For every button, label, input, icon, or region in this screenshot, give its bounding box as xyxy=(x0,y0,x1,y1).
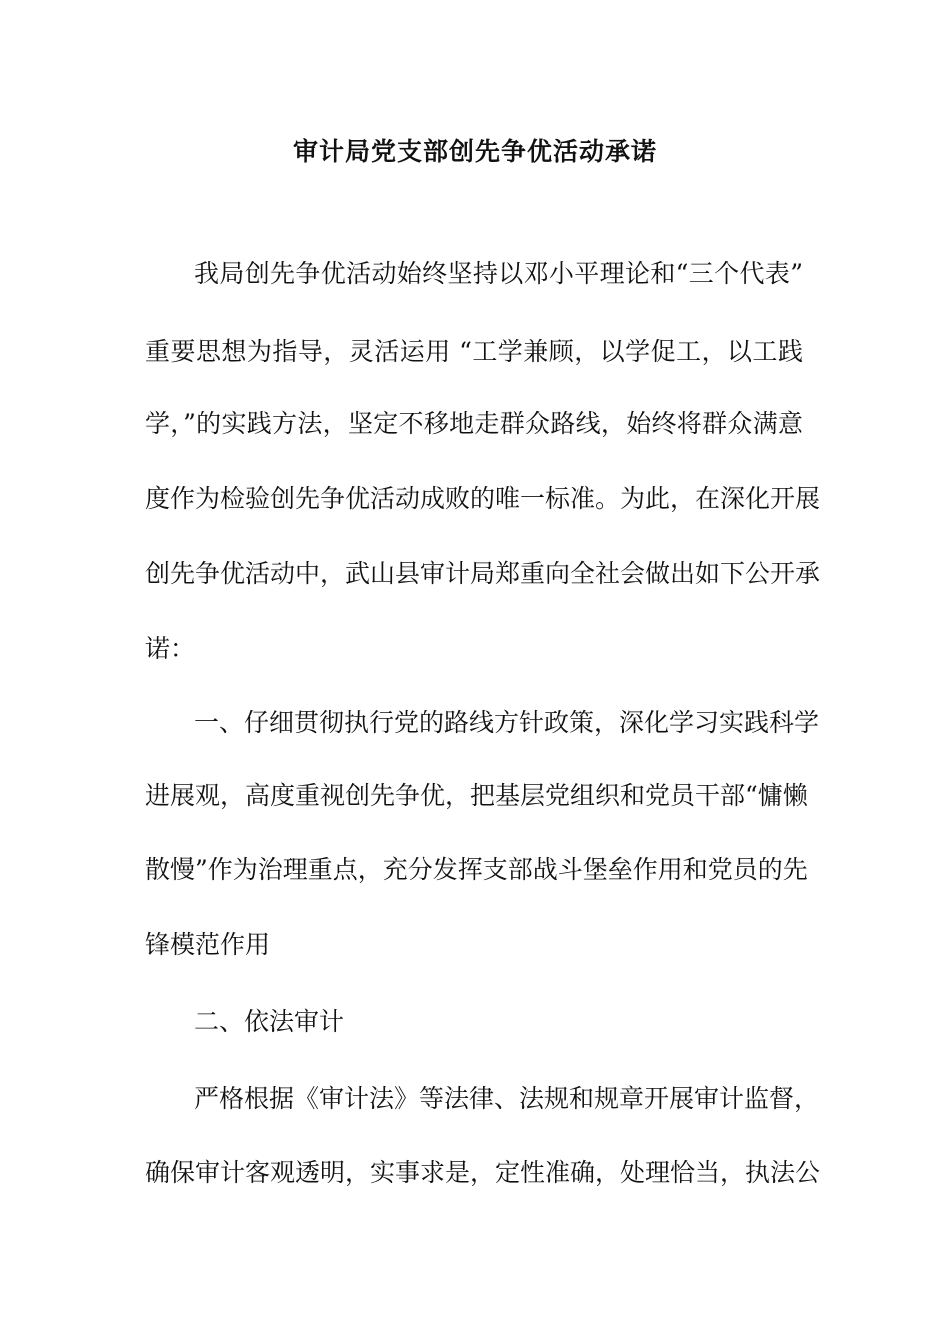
section-heading: 二、依法审计 xyxy=(194,1007,345,1036)
paragraph-line: 散慢”作为治理重点，充分发挥支部战斗堡垒作用和党员的先 xyxy=(145,855,808,884)
paragraph-line: 进展观，高度重视创先争优，把基层党组织和党员干部“慵懒 xyxy=(145,781,808,810)
paragraph-line: 确保审计客观透明，实事求是，定性准确，处理恰当，执法公 xyxy=(145,1158,821,1187)
paragraph-line: 重要思想为指导，灵活运用 “工学兼顾，以学促工，以工践 xyxy=(145,337,803,366)
document-title: 审计局党支部创先争优活动承诺 xyxy=(292,137,657,166)
paragraph-line: 度作为检验创先争优活动成败的唯一标准。为此，在深化开展 xyxy=(145,484,821,513)
paragraph-line: 诺： xyxy=(145,634,196,663)
paragraph-line: 学，”的实践方法，坚定不移地走群众路线，始终将群众满意 xyxy=(145,409,803,438)
paragraph-line: 严格根据《审计法》等法律、法规和规章开展审计监督， xyxy=(194,1084,820,1113)
paragraph-line: 锋模范作用 xyxy=(145,930,271,959)
paragraph-line: 一、仔细贯彻执行党的路线方针政策，深化学习实践科学 xyxy=(194,708,820,737)
paragraph-line: 我局创先争优活动始终坚持以邓小平理论和“三个代表” xyxy=(194,259,803,288)
paragraph-line: 创先争优活动中，武山县审计局郑重向全社会做出如下公开承 xyxy=(145,559,821,588)
